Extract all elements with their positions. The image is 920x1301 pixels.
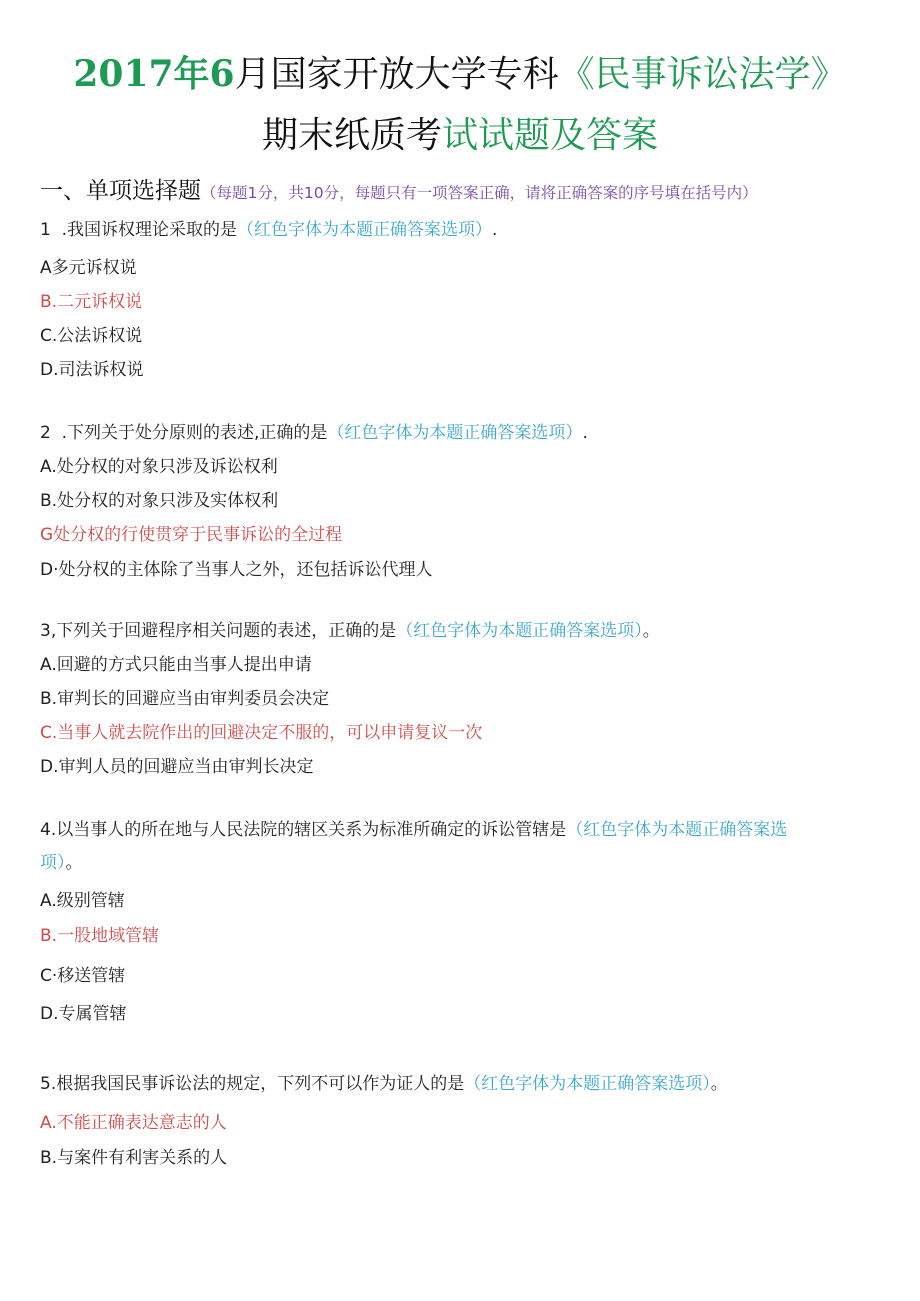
question-1-option-d: D.司法诉权说 [40,360,144,380]
question-2-stem [40,421,588,445]
answer-hint: （红色字体为本题正确答案选项） [237,220,493,240]
question-1-option-c: C.公法诉权说 [40,326,143,346]
section-header [40,172,758,205]
question-5-option-a-correct: A.不能正确表达意志的人 [40,1113,227,1133]
question-3-option-b: B.审判长的回避应当由审判委员会决定 [40,689,330,709]
question-4-option-b-correct: B.一股地域管辖 [40,926,160,946]
section-note: （每题1分，共10分，每题只有一项答案正确，请将正确答案的序号填在括号内） [201,184,758,202]
question-4-option-a: A.级别管辖 [40,891,125,911]
question-3-option-a: A.回避的方式只能由当事人提出申请 [40,655,312,675]
question-end: . [582,423,588,443]
question-4-stem [40,818,787,842]
question-5-stem [40,1072,728,1096]
question-end: 。 [710,1074,728,1094]
question-4-option-d: D.专属管辖 [40,1004,127,1024]
question-end: 。 [642,621,660,641]
question-text: 5.根据我国民事诉讼法的规定，下列不可以作为证人的是 [40,1074,465,1094]
question-1-option-b-correct: B.二元诉权说 [40,292,143,312]
section-heading: 一、单项选择题 [40,178,201,204]
question-4-stem-continued [40,851,83,875]
title-middle: 月国家开放大学专科 [234,54,559,95]
document-title [0,52,920,97]
question-3-option-d: D.审判人员的回避应当由审判长决定 [40,757,314,777]
question-text: 1 .我国诉权理论采取的是 [40,220,238,240]
subtitle-dark: 期末纸质考 [261,115,442,156]
question-2-option-d: D·处分权的主体除了当事人之外，还包括诉讼代理人 [40,560,433,580]
question-text: 3,下列关于回避程序相关问题的表述，正确的是 [40,621,397,641]
answer-hint: （红色字体为本题正确答案选项） [396,621,643,641]
question-3-stem [40,619,660,643]
title-course-name: 《民事诉讼法学》 [558,54,847,95]
question-1-option-a: A多元诉权说 [40,258,137,278]
answer-hint-continued: 项） [40,853,66,873]
question-2-option-a: A.处分权的对象只涉及诉讼权利 [40,457,278,477]
question-4-option-c: C·移送管辖 [40,966,126,986]
question-text: 4.以当事人的所在地与人民法院的辖区关系为标准所确定的诉讼管辖是 [40,820,567,840]
question-end: 。 [65,853,83,873]
question-text: 2 .下列关于处分原则的表述,正确的是 [40,423,328,443]
answer-hint: （红色字体为本题正确答案选 [566,820,788,840]
answer-hint: （红色字体为本题正确答案选项） [327,423,583,443]
subtitle-green: 试试题及答案 [442,115,659,156]
document-subtitle [0,114,920,158]
question-2-option-b: B.处分权的对象只涉及实体权利 [40,491,279,511]
title-year: 2017年6 [73,53,235,95]
question-5-option-b: B.与案件有利害关系的人 [40,1148,228,1168]
question-end: . [492,220,498,240]
question-1-stem [40,218,497,242]
question-3-option-c-correct: C.当事人就去院作出的回避决定不服的，可以申请复议一次 [40,723,483,743]
question-2-option-c-correct: G处分权的行使贯穿于民事诉讼的全过程 [40,525,343,545]
answer-hint: （红色字体为本题正确答案选项） [464,1074,711,1094]
